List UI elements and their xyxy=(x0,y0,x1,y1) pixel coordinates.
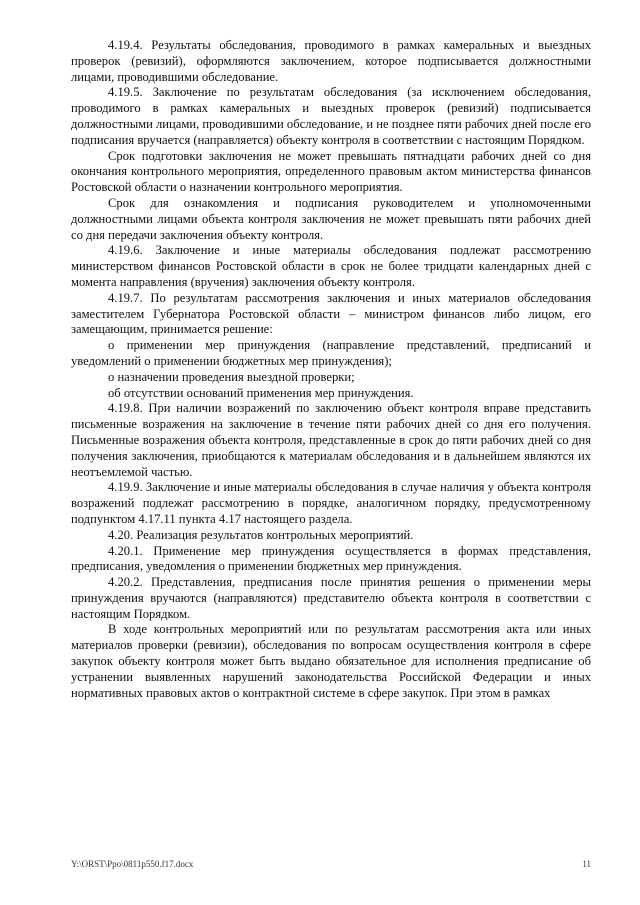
paragraph-4-19-9: 4.19.9. Заключение и иные материалы обследования в случае наличия у объекта контроля возражений подлежат рассмотрению в порядке, аналогичном порядку, предусмотренному подпунктом 4.17.11 пункта 4.17 настоящего раздела. xyxy=(71,480,591,526)
paragraph-preparation-term: Срок подготовки заключения не может превышать пятнадцати рабочих дней со дня окончания контрольного мероприятия, определенного правовым актом министерства финансов Ростовской области о назначении контрольного мероприятия. xyxy=(71,148,591,195)
paragraph-4-19-5: 4.19.5. Заключение по результатам обследования (за исключением обследования, проводимого в рамках камеральных и выездных проверок (ревизий) подписывается должностными лицами, проводившими обследование, и не позднее пяти рабочих дней после его подписания вручается (направляется) объекту контроля в соответствии с настоящим Порядком. xyxy=(71,85,592,147)
paragraph-4-20: 4.20. Реализация результатов контрольных мероприятий. xyxy=(108,527,414,542)
paragraph-decision-onsite-check: о назначении проведения выездной проверки; xyxy=(108,369,355,384)
paragraph-4-20-1: 4.20.1. Применение мер принуждения осуществляется в формах представления, предписания, уведомления о применении бюджетных мер принуждения. xyxy=(71,543,591,574)
paragraph-4-20-2: 4.20.2. Представления, предписания после принятия решения о применении меры принуждения вручаются (направляются) представителю объекта контроля в соответствии с настоящим Порядком. xyxy=(71,575,591,621)
footer-file-path: Y:\ORST\Ppo\0811p550.f17.docx xyxy=(71,859,194,869)
paragraph-4-19-6: 4.19.6. Заключение и иные материалы обследования подлежат рассмотрению министерством финансов Ростовской области в срок не более тридцати календарных дней с момента направления (вручения) заключения объекту контроля. xyxy=(71,243,591,289)
paragraph-review-term: Срок для ознакомления и подписания руководителем и уполномоченными должностными лицами объекта контроля заключения не может превышать пяти рабочих дней со дня передачи заключения объекту контроля. xyxy=(71,195,591,242)
page-footer xyxy=(71,859,591,873)
paragraph-4-19-4: 4.19.4. Результаты обследования, проводимого в рамках камеральных и выездных проверок (ревизий), оформляются заключением, которое подписывается должностными лицами, проводившими обследование. xyxy=(71,38,591,84)
paragraph-procurement-order: В ходе контрольных мероприятий или по результатам рассмотрения акта или иных материалов проверки (ревизии), обследования по вопросам осуществления контроля в сфере закупок объекту контроля может быть выдано обязательное для исполнения предписание об устранении выявленных нарушений законодательства Российской Федерации и иных нормативных правовых актов о контрактной системе в сфере закупок. При этом в рамках xyxy=(71,622,591,700)
paragraph-decision-no-grounds: об отсутствии оснований применения мер принуждения. xyxy=(108,385,414,400)
paragraph-decision-enforcement: о применении мер принуждения (направление представлений, предписаний и уведомлений о применении бюджетных мер принуждения); xyxy=(71,338,591,368)
document-body xyxy=(71,38,591,701)
paragraph-4-19-7: 4.19.7. По результатам рассмотрения заключения и иных материалов обследования заместителем Губернатора Ростовской области – министром финансов либо лицом, его замещающим, принимается решение: xyxy=(71,290,591,337)
page-number: 11 xyxy=(582,859,591,869)
paragraph-4-19-8: 4.19.8. При наличии возражений по заключению объект контроля вправе представить письменные возражения на заключение в течение пяти рабочих дней со дня его получения. Письменные возражения объекта контроля, представленные в срок до пяти рабочих дней со дня получения заключения, приобщаются к материалам обследования и в дальнейшем являются их неотъемлемой частью. xyxy=(71,401,591,479)
